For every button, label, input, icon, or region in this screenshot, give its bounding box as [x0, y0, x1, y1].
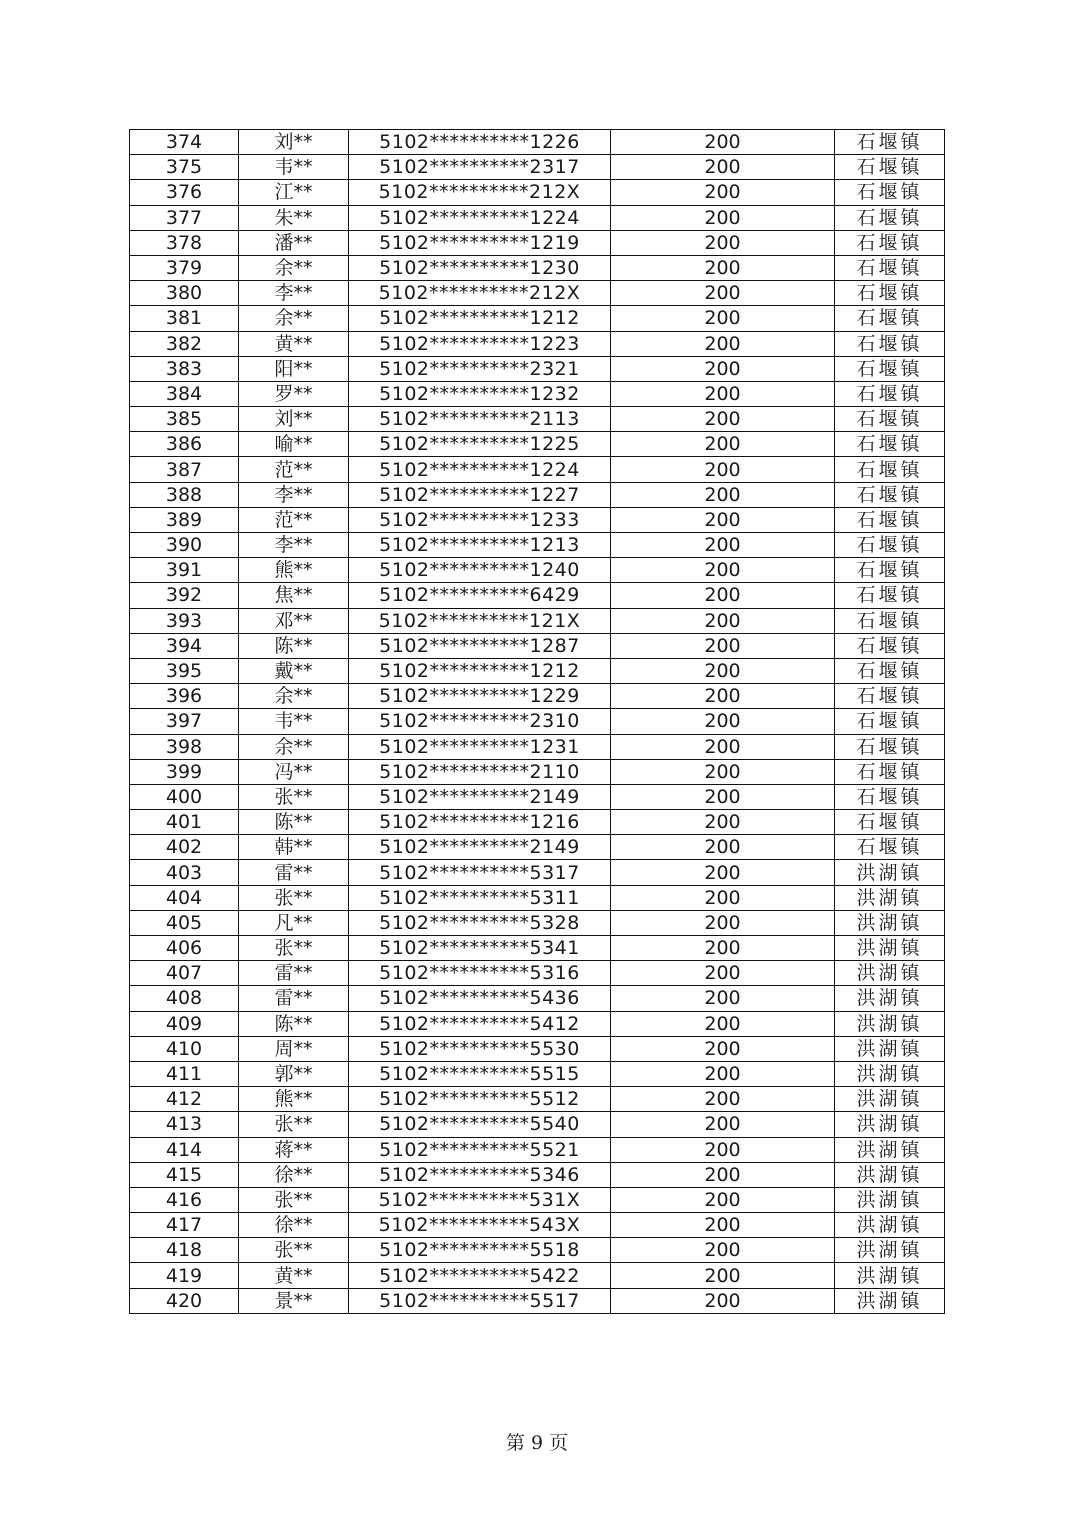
table-row	[130, 1162, 945, 1187]
id-number-cell: 5102**********1224	[349, 457, 611, 482]
town-cell: 洪湖镇	[835, 986, 945, 1011]
amount-cell: 200	[611, 457, 835, 482]
row-number-cell: 405	[130, 910, 239, 935]
name-cell: 张**	[239, 784, 349, 809]
table-row	[130, 860, 945, 885]
town-cell: 石堰镇	[835, 810, 945, 835]
id-number-cell: 5102**********1230	[349, 255, 611, 280]
town-cell: 石堰镇	[835, 734, 945, 759]
amount-cell: 200	[611, 910, 835, 935]
town-cell: 石堰镇	[835, 658, 945, 683]
id-number-cell: 5102**********531X	[349, 1187, 611, 1212]
amount-cell: 200	[611, 155, 835, 180]
id-number-cell: 5102**********5311	[349, 885, 611, 910]
table-row	[130, 633, 945, 658]
row-number-cell: 374	[130, 130, 239, 155]
id-number-cell: 5102**********1240	[349, 558, 611, 583]
id-number-cell: 5102**********1223	[349, 331, 611, 356]
row-number-cell: 375	[130, 155, 239, 180]
row-number-cell: 385	[130, 407, 239, 432]
town-cell: 石堰镇	[835, 608, 945, 633]
row-number-cell: 382	[130, 331, 239, 356]
table-row	[130, 734, 945, 759]
name-cell: 韦**	[239, 709, 349, 734]
amount-cell: 200	[611, 356, 835, 381]
amount-cell: 200	[611, 130, 835, 155]
town-cell: 石堰镇	[835, 684, 945, 709]
table-row	[130, 1061, 945, 1086]
town-cell: 石堰镇	[835, 633, 945, 658]
id-number-cell: 5102**********543X	[349, 1213, 611, 1238]
amount-cell: 200	[611, 331, 835, 356]
row-number-cell: 379	[130, 255, 239, 280]
table-row	[130, 482, 945, 507]
name-cell: 张**	[239, 885, 349, 910]
town-cell: 洪湖镇	[835, 961, 945, 986]
row-number-cell: 402	[130, 835, 239, 860]
town-cell: 石堰镇	[835, 306, 945, 331]
id-number-cell: 5102**********1231	[349, 734, 611, 759]
row-number-cell: 417	[130, 1213, 239, 1238]
town-cell: 石堰镇	[835, 784, 945, 809]
town-cell: 石堰镇	[835, 331, 945, 356]
town-cell: 洪湖镇	[835, 1162, 945, 1187]
town-cell: 石堰镇	[835, 432, 945, 457]
page-number: 第 9 页	[505, 1432, 569, 1454]
town-cell: 洪湖镇	[835, 1087, 945, 1112]
id-number-cell: 5102**********5341	[349, 936, 611, 961]
town-cell: 洪湖镇	[835, 1137, 945, 1162]
amount-cell: 200	[611, 860, 835, 885]
name-cell: 刘**	[239, 407, 349, 432]
id-number-cell: 5102**********2149	[349, 835, 611, 860]
town-cell: 石堰镇	[835, 130, 945, 155]
table-row	[130, 759, 945, 784]
id-number-cell: 5102**********5317	[349, 860, 611, 885]
town-cell: 洪湖镇	[835, 1187, 945, 1212]
name-cell: 徐**	[239, 1213, 349, 1238]
id-number-cell: 5102**********1216	[349, 810, 611, 835]
name-cell: 罗**	[239, 381, 349, 406]
row-number-cell: 416	[130, 1187, 239, 1212]
id-number-cell: 5102**********5328	[349, 910, 611, 935]
town-cell: 洪湖镇	[835, 860, 945, 885]
table-row	[130, 583, 945, 608]
table-row	[130, 810, 945, 835]
town-cell: 洪湖镇	[835, 1011, 945, 1036]
row-number-cell: 409	[130, 1011, 239, 1036]
town-cell: 石堰镇	[835, 482, 945, 507]
table-row	[130, 910, 945, 935]
id-number-cell: 5102**********121X	[349, 608, 611, 633]
town-cell: 石堰镇	[835, 381, 945, 406]
name-cell: 韩**	[239, 835, 349, 860]
table-row	[130, 1137, 945, 1162]
amount-cell: 200	[611, 230, 835, 255]
name-cell: 熊**	[239, 558, 349, 583]
name-cell: 凡**	[239, 910, 349, 935]
table-row	[130, 533, 945, 558]
id-number-cell: 5102**********1212	[349, 658, 611, 683]
town-cell: 石堰镇	[835, 583, 945, 608]
row-number-cell: 407	[130, 961, 239, 986]
amount-cell: 200	[611, 709, 835, 734]
row-number-cell: 398	[130, 734, 239, 759]
row-number-cell: 400	[130, 784, 239, 809]
name-cell: 雷**	[239, 961, 349, 986]
id-number-cell: 5102**********5540	[349, 1112, 611, 1137]
table-row	[130, 180, 945, 205]
amount-cell: 200	[611, 306, 835, 331]
town-cell: 洪湖镇	[835, 1263, 945, 1288]
table-row	[130, 255, 945, 280]
amount-cell: 200	[611, 407, 835, 432]
row-number-cell: 392	[130, 583, 239, 608]
table-row	[130, 281, 945, 306]
table-row	[130, 306, 945, 331]
name-cell: 刘**	[239, 130, 349, 155]
town-cell: 石堰镇	[835, 230, 945, 255]
row-number-cell: 387	[130, 457, 239, 482]
amount-cell: 200	[611, 684, 835, 709]
town-cell: 石堰镇	[835, 407, 945, 432]
id-number-cell: 5102**********2310	[349, 709, 611, 734]
table-row	[130, 507, 945, 532]
name-cell: 李**	[239, 281, 349, 306]
id-number-cell: 5102**********1227	[349, 482, 611, 507]
name-cell: 张**	[239, 936, 349, 961]
town-cell: 洪湖镇	[835, 1238, 945, 1263]
name-cell: 张**	[239, 1187, 349, 1212]
table-row	[130, 558, 945, 583]
row-number-cell: 386	[130, 432, 239, 457]
id-number-cell: 5102**********212X	[349, 281, 611, 306]
id-number-cell: 5102**********1225	[349, 432, 611, 457]
id-number-cell: 5102**********5521	[349, 1137, 611, 1162]
table-row	[130, 1011, 945, 1036]
id-number-cell: 5102**********5530	[349, 1036, 611, 1061]
town-cell: 石堰镇	[835, 759, 945, 784]
row-number-cell: 401	[130, 810, 239, 835]
row-number-cell: 399	[130, 759, 239, 784]
name-cell: 朱**	[239, 205, 349, 230]
name-cell: 冯**	[239, 759, 349, 784]
row-number-cell: 388	[130, 482, 239, 507]
name-cell: 焦**	[239, 583, 349, 608]
town-cell: 石堰镇	[835, 709, 945, 734]
table-row	[130, 407, 945, 432]
amount-cell: 200	[611, 533, 835, 558]
town-cell: 洪湖镇	[835, 936, 945, 961]
town-cell: 洪湖镇	[835, 1061, 945, 1086]
town-cell: 洪湖镇	[835, 1213, 945, 1238]
recipient-table-body	[130, 130, 945, 1314]
id-number-cell: 5102**********5346	[349, 1162, 611, 1187]
name-cell: 郭**	[239, 1061, 349, 1086]
amount-cell: 200	[611, 1061, 835, 1086]
amount-cell: 200	[611, 381, 835, 406]
name-cell: 范**	[239, 507, 349, 532]
town-cell: 石堰镇	[835, 457, 945, 482]
amount-cell: 200	[611, 784, 835, 809]
town-cell: 石堰镇	[835, 835, 945, 860]
name-cell: 陈**	[239, 633, 349, 658]
name-cell: 戴**	[239, 658, 349, 683]
name-cell: 徐**	[239, 1162, 349, 1187]
row-number-cell: 403	[130, 860, 239, 885]
name-cell: 景**	[239, 1288, 349, 1313]
table-row	[130, 1263, 945, 1288]
id-number-cell: 5102**********1233	[349, 507, 611, 532]
row-number-cell: 383	[130, 356, 239, 381]
id-number-cell: 5102**********2317	[349, 155, 611, 180]
id-number-cell: 5102**********2321	[349, 356, 611, 381]
name-cell: 雷**	[239, 860, 349, 885]
table-row	[130, 835, 945, 860]
id-number-cell: 5102**********2113	[349, 407, 611, 432]
id-number-cell: 5102**********5515	[349, 1061, 611, 1086]
table-row	[130, 1036, 945, 1061]
table-row	[130, 1238, 945, 1263]
amount-cell: 200	[611, 1011, 835, 1036]
amount-cell: 200	[611, 583, 835, 608]
amount-cell: 200	[611, 1288, 835, 1313]
table-row	[130, 709, 945, 734]
amount-cell: 200	[611, 1213, 835, 1238]
table-row	[130, 1112, 945, 1137]
row-number-cell: 391	[130, 558, 239, 583]
amount-cell: 200	[611, 1112, 835, 1137]
row-number-cell: 390	[130, 533, 239, 558]
town-cell: 石堰镇	[835, 155, 945, 180]
table-row	[130, 1087, 945, 1112]
recipient-table	[129, 129, 945, 1314]
amount-cell: 200	[611, 885, 835, 910]
amount-cell: 200	[611, 558, 835, 583]
name-cell: 陈**	[239, 1011, 349, 1036]
town-cell: 石堰镇	[835, 281, 945, 306]
amount-cell: 200	[611, 608, 835, 633]
name-cell: 余**	[239, 255, 349, 280]
amount-cell: 200	[611, 281, 835, 306]
town-cell: 洪湖镇	[835, 1112, 945, 1137]
row-number-cell: 393	[130, 608, 239, 633]
town-cell: 洪湖镇	[835, 1288, 945, 1313]
row-number-cell: 381	[130, 306, 239, 331]
town-cell: 石堰镇	[835, 533, 945, 558]
id-number-cell: 5102**********5412	[349, 1011, 611, 1036]
row-number-cell: 411	[130, 1061, 239, 1086]
town-cell: 石堰镇	[835, 255, 945, 280]
town-cell: 石堰镇	[835, 558, 945, 583]
amount-cell: 200	[611, 1187, 835, 1212]
id-number-cell: 5102**********6429	[349, 583, 611, 608]
table-row	[130, 684, 945, 709]
id-number-cell: 5102**********1224	[349, 205, 611, 230]
id-number-cell: 5102**********5422	[349, 1263, 611, 1288]
table-row	[130, 1288, 945, 1313]
name-cell: 雷**	[239, 986, 349, 1011]
table-row	[130, 784, 945, 809]
town-cell: 洪湖镇	[835, 910, 945, 935]
name-cell: 范**	[239, 457, 349, 482]
name-cell: 黄**	[239, 1263, 349, 1288]
row-number-cell: 384	[130, 381, 239, 406]
id-number-cell: 5102**********2110	[349, 759, 611, 784]
amount-cell: 200	[611, 633, 835, 658]
name-cell: 熊**	[239, 1087, 349, 1112]
id-number-cell: 5102**********1232	[349, 381, 611, 406]
id-number-cell: 5102**********2149	[349, 784, 611, 809]
table-row	[130, 457, 945, 482]
table-row	[130, 432, 945, 457]
row-number-cell: 396	[130, 684, 239, 709]
row-number-cell: 414	[130, 1137, 239, 1162]
id-number-cell: 5102**********1287	[349, 633, 611, 658]
name-cell: 邓**	[239, 608, 349, 633]
town-cell: 洪湖镇	[835, 1036, 945, 1061]
table-row	[130, 155, 945, 180]
row-number-cell: 415	[130, 1162, 239, 1187]
id-number-cell: 5102**********1226	[349, 130, 611, 155]
amount-cell: 200	[611, 1238, 835, 1263]
table-row	[130, 1187, 945, 1212]
table-row	[130, 961, 945, 986]
amount-cell: 200	[611, 1137, 835, 1162]
table-row	[130, 885, 945, 910]
row-number-cell: 394	[130, 633, 239, 658]
name-cell: 余**	[239, 684, 349, 709]
name-cell: 李**	[239, 533, 349, 558]
id-number-cell: 5102**********5316	[349, 961, 611, 986]
amount-cell: 200	[611, 961, 835, 986]
table-row	[130, 205, 945, 230]
table-row	[130, 381, 945, 406]
name-cell: 张**	[239, 1238, 349, 1263]
row-number-cell: 378	[130, 230, 239, 255]
amount-cell: 200	[611, 1036, 835, 1061]
row-number-cell: 406	[130, 936, 239, 961]
amount-cell: 200	[611, 734, 835, 759]
id-number-cell: 5102**********1219	[349, 230, 611, 255]
row-number-cell: 380	[130, 281, 239, 306]
name-cell: 喻**	[239, 432, 349, 457]
row-number-cell: 419	[130, 1263, 239, 1288]
amount-cell: 200	[611, 482, 835, 507]
amount-cell: 200	[611, 936, 835, 961]
table-row	[130, 936, 945, 961]
id-number-cell: 5102**********5512	[349, 1087, 611, 1112]
table-row	[130, 986, 945, 1011]
table-row	[130, 230, 945, 255]
amount-cell: 200	[611, 835, 835, 860]
amount-cell: 200	[611, 810, 835, 835]
row-number-cell: 389	[130, 507, 239, 532]
name-cell: 黄**	[239, 331, 349, 356]
table-row	[130, 608, 945, 633]
row-number-cell: 410	[130, 1036, 239, 1061]
id-number-cell: 5102**********1229	[349, 684, 611, 709]
town-cell: 石堰镇	[835, 507, 945, 532]
name-cell: 江**	[239, 180, 349, 205]
row-number-cell: 395	[130, 658, 239, 683]
id-number-cell: 5102**********5517	[349, 1288, 611, 1313]
amount-cell: 200	[611, 255, 835, 280]
row-number-cell: 418	[130, 1238, 239, 1263]
name-cell: 蒋**	[239, 1137, 349, 1162]
amount-cell: 200	[611, 180, 835, 205]
table-row	[130, 658, 945, 683]
row-number-cell: 397	[130, 709, 239, 734]
amount-cell: 200	[611, 432, 835, 457]
table-row	[130, 1213, 945, 1238]
name-cell: 李**	[239, 482, 349, 507]
amount-cell: 200	[611, 507, 835, 532]
town-cell: 石堰镇	[835, 205, 945, 230]
table-row	[130, 356, 945, 381]
row-number-cell: 408	[130, 986, 239, 1011]
name-cell: 潘**	[239, 230, 349, 255]
name-cell: 余**	[239, 734, 349, 759]
amount-cell: 200	[611, 205, 835, 230]
name-cell: 陈**	[239, 810, 349, 835]
id-number-cell: 5102**********1213	[349, 533, 611, 558]
table-row	[130, 130, 945, 155]
row-number-cell: 412	[130, 1087, 239, 1112]
amount-cell: 200	[611, 1087, 835, 1112]
id-number-cell: 5102**********1212	[349, 306, 611, 331]
amount-cell: 200	[611, 759, 835, 784]
row-number-cell: 413	[130, 1112, 239, 1137]
name-cell: 余**	[239, 306, 349, 331]
amount-cell: 200	[611, 1162, 835, 1187]
row-number-cell: 420	[130, 1288, 239, 1313]
id-number-cell: 5102**********5518	[349, 1238, 611, 1263]
amount-cell: 200	[611, 1263, 835, 1288]
name-cell: 韦**	[239, 155, 349, 180]
name-cell: 张**	[239, 1112, 349, 1137]
table-row	[130, 331, 945, 356]
amount-cell: 200	[611, 658, 835, 683]
name-cell: 周**	[239, 1036, 349, 1061]
town-cell: 洪湖镇	[835, 885, 945, 910]
name-cell: 阳**	[239, 356, 349, 381]
row-number-cell: 404	[130, 885, 239, 910]
id-number-cell: 5102**********212X	[349, 180, 611, 205]
town-cell: 石堰镇	[835, 356, 945, 381]
row-number-cell: 376	[130, 180, 239, 205]
id-number-cell: 5102**********5436	[349, 986, 611, 1011]
row-number-cell: 377	[130, 205, 239, 230]
town-cell: 石堰镇	[835, 180, 945, 205]
amount-cell: 200	[611, 986, 835, 1011]
